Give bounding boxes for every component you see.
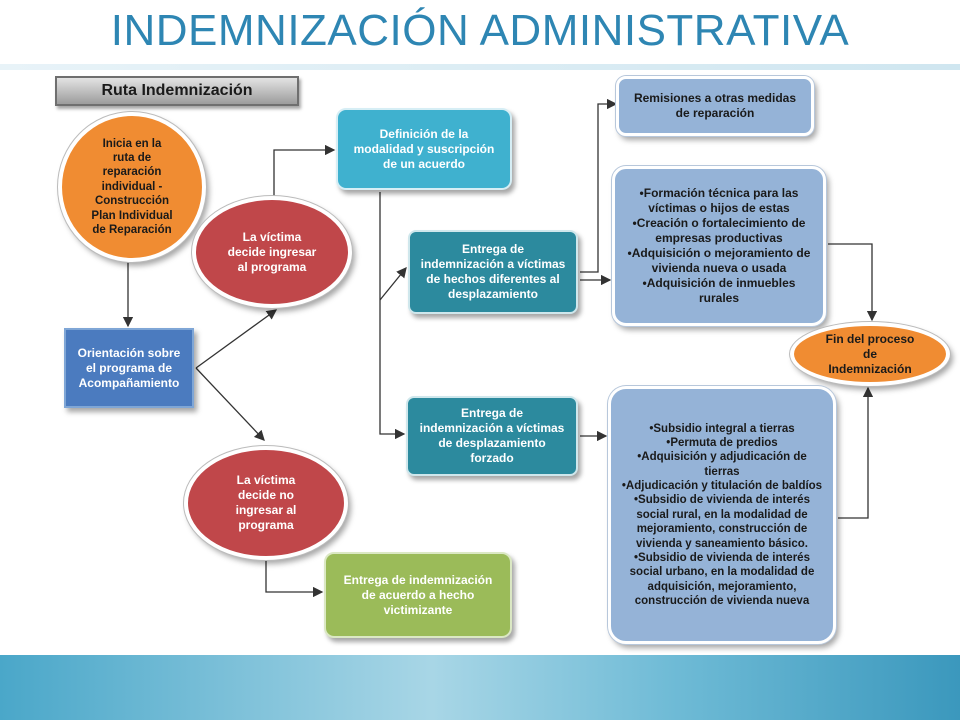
- arrow-options-other-to-end: [828, 244, 872, 320]
- payment-displacement-node: Entrega de indemnización a víctimas de desplazamiento forzado: [406, 396, 578, 476]
- arrow-not-join-to-payment: [266, 556, 322, 592]
- route-label: Ruta Indemnización: [55, 76, 299, 106]
- payment-by-event-node: Entrega de indemnización de acuerdo a hecho victimizante: [324, 552, 512, 638]
- arrow-options-displacement-to-end: [838, 388, 868, 518]
- options-other-events-list: [612, 166, 826, 326]
- arrow-to-referrals: [580, 104, 616, 272]
- decides-join-node: La víctima decide ingresar al programa: [192, 196, 352, 308]
- start-node: Inicia en la ruta de reparación individual - Construcción Plan Individual de Reparación: [58, 112, 206, 262]
- option-item: •Adquisición y adjudicación de tierras: [637, 451, 807, 478]
- referrals-node: Remisiones a otras medidas de reparación: [616, 76, 814, 136]
- option-item: •Adquisición o mejoramiento de vivienda nueva o usada: [627, 246, 811, 275]
- arrow-definition-to-other-events: [380, 268, 406, 300]
- option-item: •Adquisición de inmuebles rurales: [642, 276, 796, 305]
- arrow-orientation-to-not-join: [196, 368, 264, 440]
- option-item: •Permuta de predios: [666, 436, 778, 449]
- arrow-definition-to-payments: [380, 192, 404, 434]
- orientation-node: Orientación sobre el programa de Acompañamiento: [64, 328, 194, 408]
- option-item: •Subsidio de vivienda de interés social urbano, en la modalidad de adquisición, mejoramiento, construcción de vivienda nueva: [629, 551, 815, 608]
- options-displacement-list: [608, 386, 836, 644]
- option-item: •Subsidio integral a tierras: [649, 422, 795, 435]
- decides-not-join-node: La víctima decide no ingresar al programa: [184, 446, 348, 560]
- definition-node: Definición de la modalidad y suscripción de un acuerdo: [336, 108, 512, 190]
- arrow-orientation-to-join: [196, 310, 276, 368]
- end-node: Fin del proceso de Indemnización: [790, 322, 950, 386]
- payment-other-events-node: Entrega de indemnización a víctimas de hechos diferentes al desplazamiento: [408, 230, 578, 314]
- slide-title: INDEMNIZACIÓN ADMINISTRATIVA: [110, 6, 850, 55]
- option-item: •Formación técnica para las víctimas o hijos de estas: [639, 186, 799, 215]
- option-item: •Adjudicación y titulación de baldíos: [621, 480, 823, 493]
- option-item: •Creación o fortalecimiento de empresas productivas: [632, 216, 806, 245]
- option-item: •Subsidio de vivienda de interés social rural, en la modalidad de mejoramiento, construcción de vivienda y saneamiento básico.: [634, 494, 810, 550]
- footer-band: [0, 655, 960, 720]
